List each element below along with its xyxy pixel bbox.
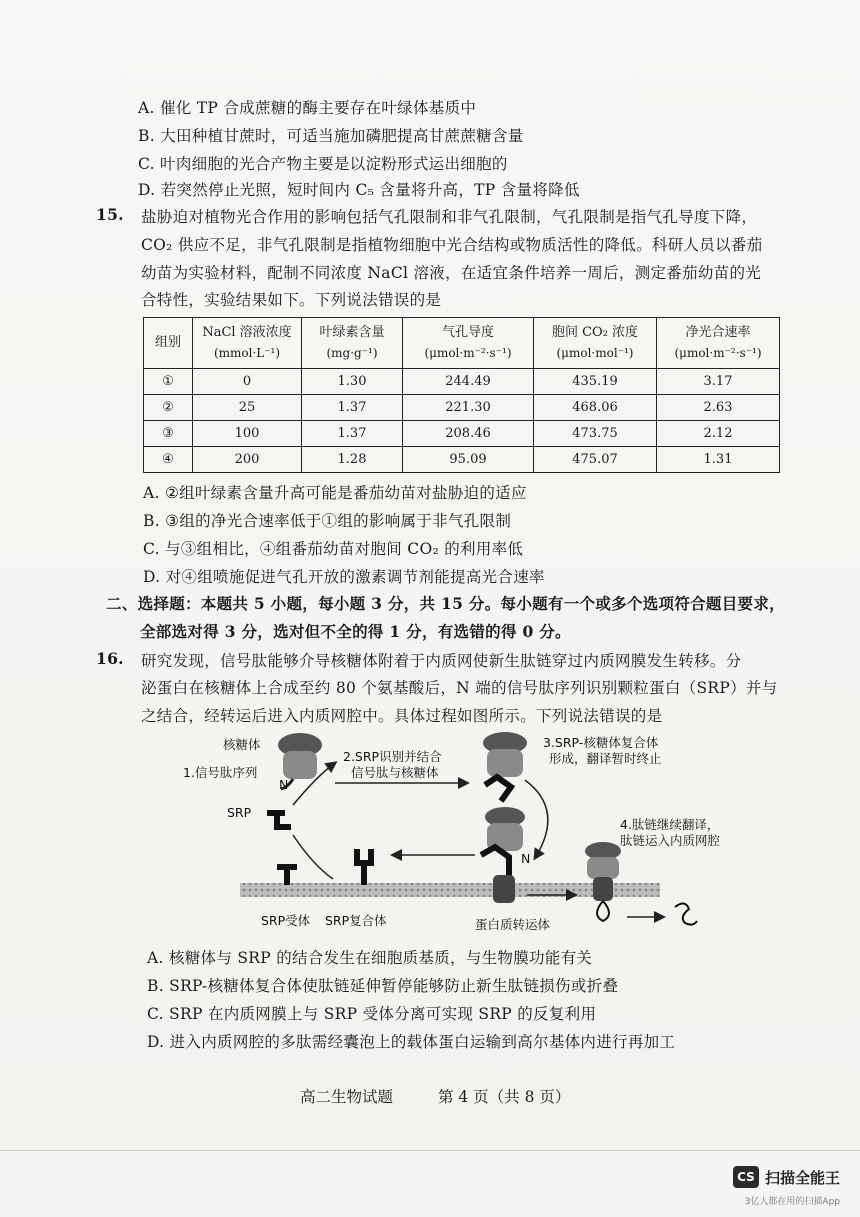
step-2-label: 2.SRP识别并结合 — [343, 749, 442, 764]
table-cell: 3.17 — [657, 369, 780, 395]
table-cell: 208.46 — [403, 421, 534, 447]
q15-option-c: C. 与③组相比，④组番茄幼苗对胞间 CO₂ 的利用率低 — [143, 540, 524, 558]
q16-stem-line: 研究发现，信号肽能够介导核糖体附着于内质网使新生肽链穿过内质网膜发生转移。分 — [141, 652, 742, 670]
table-cell: ③ — [144, 421, 193, 447]
table-cell: ② — [144, 395, 193, 421]
srp-receptor-shape — [277, 865, 297, 885]
table-cell: 1.30 — [302, 369, 403, 395]
table-cell: ④ — [144, 447, 193, 473]
table-cell: 25 — [193, 395, 302, 421]
table-row — [144, 447, 780, 473]
table-cell: 2.63 — [657, 395, 780, 421]
q15-number: 15. — [96, 205, 124, 224]
table-cell: 1.31 — [657, 447, 780, 473]
section-2-heading: 二、选择题：本题共 5 小题，每小题 3 分，共 15 分。每小题有一个或多个选项符合题目要求， — [106, 594, 785, 613]
q14-option-d: D. 若突然停止光照，短时间内 C₅ 含量将升高，TP 含量将降低 — [138, 181, 580, 199]
q16-option-c: C. SRP 在内质网膜上与 SRP 受体分离可实现 SRP 的反复利用 — [147, 1005, 597, 1023]
ribosome-label: 核糖体 — [223, 737, 261, 752]
header-net-photosynthesis: 净光合速率 (μmol·m⁻²·s⁻¹) — [657, 318, 780, 369]
q16-option-d: D. 进入内质网腔的多肽需经囊泡上的载体蛋白运输到高尔基体内进行再加工 — [147, 1033, 676, 1051]
table-cell: 200 — [193, 447, 302, 473]
header-chlorophyll: 叶绿素含量 (mg·g⁻¹) — [302, 318, 403, 369]
table-cell: 2.12 — [657, 421, 780, 447]
q15-stem-line: 幼苗为实验材料，配制不同浓度 NaCl 溶液，在适宜条件培养一周后，测定番茄幼苗的光 — [141, 264, 762, 282]
section-2-instructions: 全部选对得 3 分，选对但不全的得 1 分，有选错的得 0 分。 — [140, 622, 571, 641]
table-row — [144, 369, 780, 395]
signal-sequence-label: 1.信号肽序列 — [183, 765, 258, 780]
table-row — [144, 395, 780, 421]
table-cell: 1.37 — [302, 395, 403, 421]
srp-ribosome-complex-shape — [483, 732, 527, 801]
header-nacl: NaCl 溶液浓度 (mmol·L⁻¹) — [193, 318, 302, 369]
table-cell: 0 — [193, 369, 302, 395]
srp-shape — [267, 813, 291, 827]
q14-option-c: C. 叶肉细胞的光合产物主要是以淀粉形式运出细胞的 — [138, 155, 508, 173]
header-group: 组别 — [144, 318, 193, 369]
table-cell: 1.28 — [302, 447, 403, 473]
q15-stem-line: 合特性，实验结果如下。下列说法错误的是 — [141, 291, 442, 309]
table-cell: 473.75 — [534, 421, 657, 447]
step-2-label: 信号肽与核糖体 — [351, 765, 439, 780]
q15-stem-line: CO₂ 供应不足，非气孔限制是指植物细胞中光合结构或物质活性的降低。科研人员以番茄 — [141, 236, 763, 254]
table-cell: 1.37 — [302, 421, 403, 447]
srp-label: SRP — [227, 805, 252, 820]
footer-subject: 高二生物试题 — [300, 1088, 394, 1106]
srp-receptor-label: SRP受体 — [261, 913, 311, 928]
cs-logo-icon: CS — [733, 1166, 759, 1188]
translating-ribosome-shape — [585, 842, 621, 921]
table-cell: 95.09 — [403, 447, 534, 473]
step-4-label: 肽链运入内质网腔 — [620, 833, 721, 848]
srp-pathway-diagram — [175, 725, 735, 940]
step-3-label: 3.SRP-核糖体复合体 — [543, 735, 659, 750]
table-cell: 475.07 — [534, 447, 657, 473]
table-cell: ① — [144, 369, 193, 395]
page-separator — [0, 1150, 860, 1151]
scanner-app-name: 扫描全能王 — [764, 1168, 840, 1187]
step-3-arrow — [525, 780, 548, 858]
folded-protein-shape — [675, 903, 697, 924]
srp-complex-shape — [357, 849, 371, 885]
srp-complex-label: SRP复合体 — [325, 913, 387, 928]
table-cell: 468.06 — [534, 395, 657, 421]
table-row — [144, 421, 780, 447]
q16-option-a: A. 核糖体与 SRP 的结合发生在细胞质基质，与生物膜功能有关 — [147, 949, 593, 967]
table-cell: 221.30 — [403, 395, 534, 421]
q15-stem-line: 盐胁迫对植物光合作用的影响包括气孔限制和非气孔限制，气孔限制是指气孔导度下降， — [141, 208, 758, 226]
step-4-label: 4.肽链继续翻译， — [620, 817, 720, 832]
q16-stem-line: 泌蛋白在核糖体上合成至约 80 个氨基酸后，N 端的信号肽序列识别颗粒蛋白（SRP）并与 — [141, 679, 778, 697]
header-intercellular-co2: 胞间 CO₂ 浓度 (μmol·mol⁻¹) — [534, 318, 657, 369]
n-terminal-label: N — [279, 777, 289, 792]
q15-option-a: A. ②组叶绿素含量升高可能是番茄幼苗对盐胁迫的适应 — [143, 484, 527, 502]
table-header-row — [144, 318, 780, 369]
q16-number: 16. — [96, 649, 124, 668]
translocon-label: 蛋白质转运体 — [475, 917, 551, 932]
q14-option-a: A. 催化 TP 合成蔗糖的酶主要存在叶绿体基质中 — [138, 99, 477, 117]
header-stomatal-conductance: 气孔导度 (μmol·m⁻²·s⁻¹) — [403, 318, 534, 369]
step-3-label: 形成，翻译暂时终止 — [549, 751, 662, 766]
q16-option-b: B. SRP-核糖体复合体使肽链延伸暂停能够防止新生肽链损伤或折叠 — [147, 977, 619, 995]
table-cell: 435.19 — [534, 369, 657, 395]
q16-stem-line: 之结合，经转运后进入内质网腔中。具体过程如图所示。下列说法错误的是 — [141, 707, 663, 725]
footer-page-number: 第 4 页（共 8 页） — [437, 1088, 571, 1106]
scanner-watermark — [733, 1166, 840, 1188]
q15-data-table — [143, 317, 780, 473]
q15-option-d: D. 对④组喷施促进气孔开放的激素调节剂能提高光合速率 — [143, 568, 545, 586]
scanner-tagline: 3亿人都在用的扫描App — [744, 1197, 840, 1207]
n-terminal-label: N — [521, 851, 531, 866]
q14-option-b: B. 大田种植甘蔗时，可适当施加磷肥提高甘蔗蔗糖含量 — [138, 127, 524, 145]
q15-option-b: B. ③组的净光合速率低于①组的影响属于非气孔限制 — [143, 512, 512, 530]
table-cell: 100 — [193, 421, 302, 447]
page-footer — [300, 1085, 610, 1107]
srp-return-arrow — [293, 835, 333, 879]
table-cell: 244.49 — [403, 369, 534, 395]
